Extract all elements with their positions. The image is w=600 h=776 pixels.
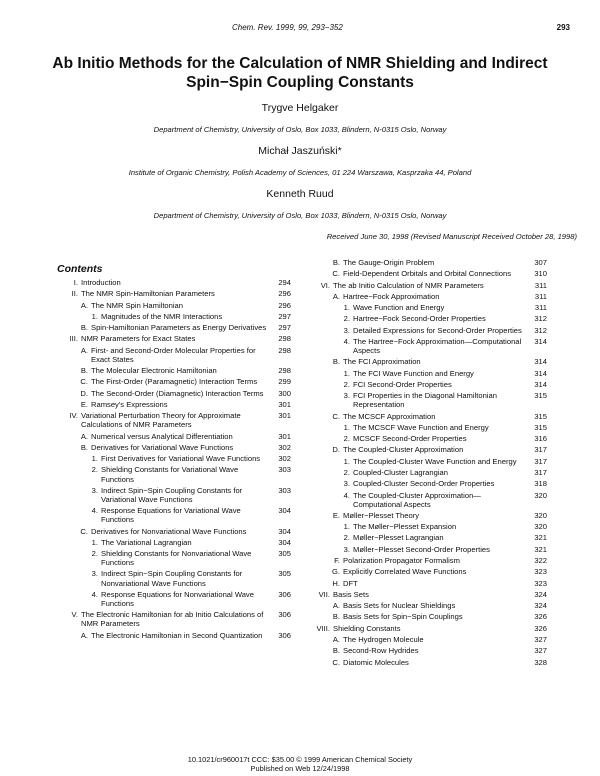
toc-entry-page: 326 (534, 612, 547, 622)
toc-entry (309, 326, 547, 335)
toc-entry-page: 302 (278, 454, 291, 464)
toc-entry (309, 412, 547, 421)
toc-entry-page: 312 (534, 325, 547, 335)
toc-entry (57, 377, 291, 386)
toc-left-column (57, 278, 291, 642)
toc-entry-title: The ab Initio Calculation of NMR Parameters (333, 280, 484, 290)
toc-entry-page: 327 (534, 635, 547, 644)
toc-entry-page: 320 (534, 522, 547, 532)
toc-entry-page: 304 (278, 537, 291, 547)
toc-entry-page: 320 (534, 490, 547, 500)
toc-entry-page: 306 (278, 589, 291, 599)
toc-entry-number: 3. (343, 391, 350, 401)
toc-entry-number: 2. (343, 314, 350, 324)
toc-entry-number: A. (332, 635, 340, 644)
toc-entry-page: 304 (278, 506, 291, 516)
toc-entry (309, 612, 547, 621)
toc-entry-title: The Electronic Hamiltonian for ab Initio Calculations of NMR Parameters (81, 610, 264, 629)
toc-entry (309, 545, 547, 554)
toc-entry (309, 468, 547, 477)
toc-entry-title: MCSCF Second-Order Properties (353, 434, 467, 444)
toc-entry (309, 635, 547, 644)
toc-entry-title: Shielding Constants (333, 623, 401, 633)
toc-entry-title: The FCI Approximation (343, 357, 421, 367)
toc-entry-page: 315 (534, 391, 547, 401)
toc-entry (309, 567, 547, 576)
toc-entry-title: Diatomic Molecules (343, 657, 409, 667)
toc-entry-page: 307 (534, 258, 547, 267)
toc-entry (57, 334, 291, 343)
toc-entry (57, 610, 291, 628)
toc-entry-title: The Electronic Hamiltonian in Second Quantization (91, 630, 263, 640)
toc-entry-number: 2. (343, 434, 350, 444)
toc-entry-page: 312 (534, 314, 547, 324)
toc-entry-title: Hartree−Fock Second-Order Properties (353, 314, 486, 324)
toc-entry-title: Coupled-Cluster Lagrangian (353, 467, 448, 477)
toc-entry-title: Second-Row Hydrides (343, 646, 419, 656)
toc-entry-title: Møller−Plesset Theory (343, 510, 420, 520)
toc-entry-number: D. (80, 388, 88, 398)
toc-entry-title: Indirect Spin−Spin Coupling Constants for Variational Wave Functions (101, 485, 243, 504)
toc-entry-title: Shielding Constants for Nonvariational Wave Functions (101, 549, 252, 568)
toc-entry (57, 323, 291, 332)
toc-entry-number: D. (332, 445, 340, 455)
toc-entry-number: 4. (343, 490, 350, 500)
journal-citation: Chem. Rev. 1999, 99, 293−352 (232, 23, 343, 32)
toc-entry-title: Indirect Spin−Spin Coupling Constants for Nonvariational Wave Functions (101, 569, 243, 588)
toc-entry-page: 323 (534, 578, 547, 588)
toc-entry-page: 300 (278, 388, 291, 398)
toc-entry-number: H. (332, 578, 340, 588)
toc-entry (309, 445, 547, 454)
toc-entry-title: Hartree−Fock Approximation (343, 291, 440, 301)
toc-entry-page: 301 (278, 431, 291, 441)
toc-entry (57, 527, 291, 536)
toc-entry-number: I. (73, 278, 78, 287)
toc-entry-number: III. (69, 334, 78, 344)
toc-entry-page: 302 (278, 442, 291, 452)
toc-entry-page: 321 (534, 544, 547, 554)
toc-entry-number: 1. (343, 422, 350, 432)
toc-entry-title: The First-Order (Paramagnetic) Interaction Terms (91, 377, 258, 387)
toc-entry-number: 1. (343, 368, 350, 378)
toc-entry-number: B. (80, 442, 88, 452)
toc-entry (309, 479, 547, 488)
toc-entry (57, 400, 291, 409)
toc-entry-page: 301 (278, 411, 291, 421)
toc-entry (309, 556, 547, 565)
toc-entry (309, 533, 547, 542)
toc-entry-number: 1. (91, 537, 98, 547)
title-line-2: Spin−Spin Coupling Constants (186, 74, 414, 91)
author-affiliation: Department of Chemistry, University of Oslo, Box 1033, Blindern, N-0315 Oslo, Norway (153, 125, 447, 134)
toc-entry (309, 258, 547, 267)
toc-entry-title: Derivatives for Variational Wave Functions (91, 442, 234, 452)
author-affiliation: Institute of Organic Chemistry, Polish Academy of Sciences, 01 224 Warszawa, Kasprzaka 44, Poland (128, 168, 472, 177)
toc-entry-title: First- and Second-Order Molecular Properties for Exact States (91, 345, 256, 364)
toc-entry-page: 317 (534, 467, 547, 477)
toc-entry-page: 314 (534, 368, 547, 378)
toc-entry-title: Basis Sets for Nuclear Shieldings (343, 601, 456, 611)
toc-entry (57, 486, 291, 504)
toc-entry-title: The Hartree−Fock Approximation—Computational Aspects (353, 336, 522, 356)
toc-entry (57, 301, 291, 310)
toc-entry (57, 569, 291, 587)
toc-entry-page: 315 (534, 411, 547, 421)
toc-entry-title: Magnitudes of the NMR Interactions (101, 311, 223, 321)
toc-entry-title: NMR Parameters for Exact States (81, 334, 196, 344)
toc-entry-title: Basis Sets (333, 589, 369, 599)
toc-entry (57, 432, 291, 441)
toc-entry-page: 321 (534, 533, 547, 543)
toc-entry-page: 296 (278, 289, 291, 299)
toc-entry (57, 549, 291, 567)
toc-entry (309, 601, 547, 610)
toc-entry (309, 511, 547, 520)
toc-entry-title: Wave Function and Energy (353, 303, 445, 313)
toc-entry (309, 281, 547, 290)
toc-entry-title: Spin-Hamiltonian Parameters as Energy Derivatives (91, 323, 267, 333)
toc-entry-page: 315 (534, 422, 547, 432)
toc-entry-number: B. (80, 323, 88, 333)
toc-entry-title: The Gauge-Origin Problem (343, 258, 435, 267)
toc-entry (57, 278, 291, 287)
toc-entry-page: 323 (534, 567, 547, 577)
toc-entry-page: 314 (534, 357, 547, 367)
toc-entry (309, 434, 547, 443)
toc-entry-page: 317 (534, 456, 547, 466)
toc-entry (309, 369, 547, 378)
toc-entry-page: 305 (278, 569, 291, 579)
toc-entry-title: Coupled-Cluster Second-Order Properties (353, 479, 495, 489)
toc-entry-page: 304 (278, 526, 291, 536)
toc-entry (57, 538, 291, 547)
toc-entry (309, 357, 547, 366)
toc-entry-number: V. (71, 610, 78, 620)
toc-entry (57, 389, 291, 398)
toc-entry-title: The NMR Spin Hamiltonian (91, 300, 184, 310)
toc-entry-page: 296 (278, 300, 291, 310)
toc-entry-number: A. (332, 291, 340, 301)
toc-entry-number: 4. (91, 589, 98, 599)
toc-entry (57, 411, 291, 429)
toc-entry (309, 579, 547, 588)
toc-entry-number: 2. (91, 465, 98, 475)
toc-entry-page: 326 (534, 623, 547, 633)
toc-entry (57, 289, 291, 298)
toc-entry-page: 297 (278, 311, 291, 321)
toc-entry-page: 311 (534, 280, 547, 290)
toc-entry-title: Response Equations for Variational Wave Functions (101, 506, 241, 525)
toc-entry-page: 314 (534, 336, 547, 346)
toc-entry-title: The Variational Lagrangian (101, 537, 192, 547)
toc-entry-number: G. (331, 567, 340, 577)
toc-entry-number: 1. (343, 522, 350, 532)
toc-entry-page: 297 (278, 323, 291, 333)
toc-entry-number: 2. (343, 379, 350, 389)
toc-entry (309, 303, 547, 312)
toc-entry (309, 522, 547, 531)
toc-entry (309, 491, 547, 509)
page-number: 293 (556, 23, 570, 32)
toc-entry-page: 316 (534, 434, 547, 444)
toc-entry-number: A. (80, 345, 88, 355)
toc-entry-title: The NMR Spin-Hamiltonian Parameters (81, 289, 215, 299)
toc-entry-number: 2. (91, 549, 98, 559)
author-name: Trygve Helgaker (261, 102, 339, 114)
toc-entry-title: Response Equations for Nonvariational Wave Functions (101, 589, 254, 608)
toc-entry-page: 311 (534, 291, 547, 301)
toc-entry-number: B. (332, 258, 340, 267)
toc-entry-page: 324 (534, 601, 547, 611)
toc-entry-page: 294 (278, 278, 291, 287)
toc-entry-title: FCI Properties in the Diagonal Hamiltonian Representation (353, 391, 497, 410)
toc-entry-title: The Second-Order (Diamagnetic) Interaction Terms (91, 388, 264, 398)
toc-entry (309, 380, 547, 389)
toc-entry-number: 3. (91, 485, 98, 495)
toc-entry (57, 366, 291, 375)
toc-entry-number: 1. (91, 311, 98, 321)
toc-entry (309, 292, 547, 301)
toc-entry-page: 317 (534, 445, 547, 455)
toc-entry-number: 2. (343, 467, 350, 477)
toc-entry (309, 391, 547, 409)
toc-entry-number: E. (332, 510, 340, 520)
toc-entry-page: 298 (278, 366, 291, 376)
toc-entry-number: 3. (343, 325, 350, 335)
toc-entry-title: The FCI Wave Function and Energy (353, 368, 474, 378)
toc-entry (309, 658, 547, 667)
toc-entry-number: 3. (343, 544, 350, 554)
toc-entry-page: 306 (278, 630, 291, 640)
toc-entry (57, 454, 291, 463)
toc-entry-title: Derivatives for Nonvariational Wave Functions (91, 526, 247, 536)
toc-entry-number: 1. (91, 454, 98, 464)
toc-entry (309, 624, 547, 633)
toc-entry-number: VI. (320, 280, 330, 290)
toc-entry-title: Møller−Plesset Second-Order Properties (353, 544, 490, 554)
toc-entry-title: Numerical versus Analytical Differentiation (91, 431, 233, 441)
toc-entry-number: 1. (343, 456, 350, 466)
toc-entry-number: VII. (318, 589, 330, 599)
toc-entry-number: C. (80, 526, 88, 536)
toc-entry (57, 346, 291, 364)
toc-entry-page: 303 (278, 485, 291, 495)
toc-entry (57, 506, 291, 524)
toc-entry (57, 312, 291, 321)
toc-entry-page: 327 (534, 646, 547, 656)
toc-entry-title: Møller−Plesset Lagrangian (353, 533, 444, 543)
toc-entry-title: The Coupled-Cluster Approximation (343, 445, 464, 455)
toc-entry (309, 423, 547, 432)
toc-entry-title: First Derivatives for Variational Wave Functions (101, 454, 261, 464)
author-affiliation: Department of Chemistry, University of Oslo, Box 1033, Blindern, N-0315 Oslo, Norway (153, 211, 447, 220)
toc-entry-number: A. (80, 300, 88, 310)
toc-entry-number: C. (332, 657, 340, 667)
toc-entry-number: A. (80, 630, 88, 640)
toc-entry-number: B. (332, 612, 340, 622)
received-date: Received June 30, 1998 (Revised Manuscript Received October 28, 1998) (326, 232, 577, 241)
toc-entry-page: 299 (278, 377, 291, 387)
toc-entry (309, 457, 547, 466)
toc-entry-number: B. (80, 366, 88, 376)
toc-entry-title: The Coupled-Cluster Wave Function and Energy (353, 456, 517, 466)
toc-entry-number: IV. (69, 411, 78, 421)
toc-entry-number: F. (334, 556, 340, 566)
toc-entry-number: C. (80, 377, 88, 387)
toc-entry (309, 314, 547, 323)
toc-entry-number: 2. (343, 533, 350, 543)
toc-entry-number: 1. (343, 303, 350, 313)
toc-entry-number: A. (332, 601, 340, 611)
toc-entry-title: Introduction (81, 278, 121, 287)
title-line-1: Ab Initio Methods for the Calculation of NMR Shielding and Indirect (52, 55, 548, 72)
toc-entry-title: The Molecular Electronic Hamiltonian (91, 366, 217, 376)
toc-entry-page: 311 (534, 303, 547, 313)
toc-entry-title: Ramsey's Expressions (91, 399, 168, 409)
toc-entry-page: 322 (534, 556, 547, 566)
contents-heading: Contents (57, 263, 103, 275)
toc-entry-title: Basis Sets for Spin−Spin Couplings (343, 612, 463, 622)
toc-entry-number: E. (80, 399, 88, 409)
toc-entry-number: 4. (91, 506, 98, 516)
toc-entry-title: Shielding Constants for Variational Wave Functions (101, 465, 239, 484)
toc-entry (309, 269, 547, 278)
article-title (40, 54, 560, 92)
toc-entry (309, 646, 547, 655)
toc-entry-title: The Hydrogen Molecule (343, 635, 424, 644)
toc-entry-page: 298 (278, 334, 291, 344)
toc-entry-page: 298 (278, 345, 291, 355)
toc-entry (309, 337, 547, 355)
toc-entry (57, 631, 291, 640)
toc-entry (57, 443, 291, 452)
toc-entry-title: Field-Dependent Orbitals and Orbital Connections (343, 269, 511, 279)
toc-entry-title: The Møller−Plesset Expansion (353, 522, 457, 532)
toc-entry-number: 4. (343, 336, 350, 346)
footer-doi: 10.1021/cr960017t CCC: $35.00 © 1999 American Chemical Society (187, 755, 413, 764)
toc-entry-title: The MCSCF Approximation (343, 411, 436, 421)
toc-entry-title: Variational Perturbation Theory for Approximate Calculations of NMR Parameters (81, 411, 241, 430)
toc-entry-number: C. (332, 411, 340, 421)
toc-entry-page: 328 (534, 657, 547, 667)
toc-right-column (309, 258, 547, 669)
author-name: Kenneth Ruud (266, 188, 334, 200)
toc-entry-number: B. (332, 357, 340, 367)
toc-entry-title: DFT (343, 578, 358, 588)
toc-entry (57, 590, 291, 608)
footer (0, 755, 600, 773)
author-name: Michał Jaszuński* (258, 145, 342, 157)
toc-entry-page: 301 (278, 399, 291, 409)
toc-entry-title: The Coupled-Cluster Approximation—Computational Aspects (353, 490, 481, 509)
toc-entry-page: 320 (534, 510, 547, 520)
toc-entry-title: Explicitly Correlated Wave Functions (343, 567, 467, 577)
toc-entry-page: 318 (534, 479, 547, 489)
toc-entry-page: 303 (278, 465, 291, 475)
toc-entry-page: 314 (534, 379, 547, 389)
toc-entry-page: 305 (278, 549, 291, 559)
toc-entry-title: Polarization Propagator Formalism (343, 556, 460, 566)
toc-entry-number: VIII. (316, 623, 330, 633)
toc-entry-number: C. (332, 269, 340, 279)
toc-entry-number: 3. (343, 479, 350, 489)
toc-entry-title: FCI Second-Order Properties (353, 379, 452, 389)
toc-entry-page: 310 (534, 269, 547, 279)
toc-entry (309, 590, 547, 599)
toc-entry-title: The MCSCF Wave Function and Energy (353, 422, 489, 432)
footer-published: Published on Web 12/24/1998 (250, 764, 350, 773)
toc-entry (57, 465, 291, 483)
toc-entry-page: 306 (278, 610, 291, 620)
toc-entry-title: Detailed Expressions for Second-Order Properties (353, 325, 522, 335)
toc-entry-number: II. (71, 289, 78, 299)
toc-entry-number: 3. (91, 569, 98, 579)
toc-entry-number: B. (332, 646, 340, 656)
toc-entry-number: A. (80, 431, 88, 441)
toc-entry-page: 324 (534, 589, 547, 599)
